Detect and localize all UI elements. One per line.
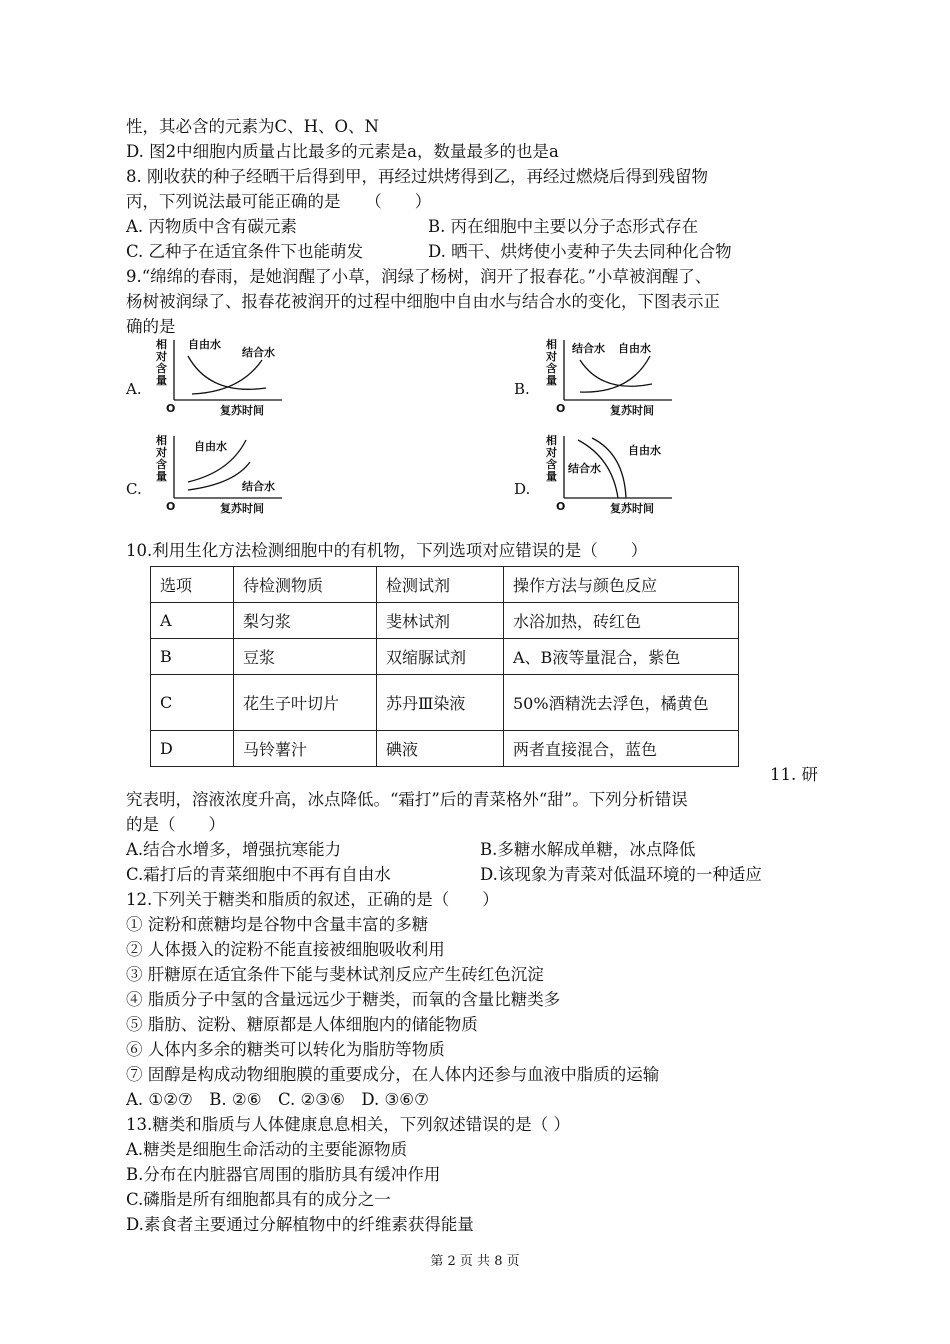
question-11-option-b: B.多糖水解成单糖，冰点降低	[480, 840, 696, 859]
y-axis-label-char: 对	[546, 350, 557, 363]
question-13-option-c: C.磷脂是所有细胞都具有的成分之一	[126, 1190, 391, 1209]
x-axis-label: 复苏时间	[220, 502, 264, 515]
table-cell: A、B液等量混合，紫色	[504, 639, 739, 675]
table-cell: B	[151, 639, 234, 675]
table-row	[151, 639, 739, 675]
table-cell: D	[151, 731, 234, 767]
question-9-stem: 9.“绵绵的春雨，是她润醒了小草，润绿了杨树，润开了报春花。”小草被润醒了、	[126, 267, 712, 286]
y-axis-label-char: 量	[546, 374, 557, 387]
question-11-option-a: A.结合水增多，增强抗寒能力	[126, 840, 342, 859]
x-axis-label: 复苏时间	[220, 404, 264, 417]
table-cell: 双缩脲试剂	[377, 639, 504, 675]
y-axis-label-char: 含	[156, 362, 167, 375]
origin-label: O	[556, 402, 566, 415]
question-9-stem: 杨树被润绿了、报春花被润开的过程中细胞中自由水与结合水的变化，下图表示正	[126, 292, 720, 311]
y-axis-label-char: 含	[156, 458, 167, 471]
y-axis-label-char: 相	[546, 434, 557, 447]
question-9-stem: 确的是	[126, 317, 176, 336]
table-cell: C	[151, 675, 234, 731]
statement-3: ③ 肝糖原在适宜条件下能与斐林试剂反应产生砖红色沉淀	[126, 965, 544, 984]
text-line: D. 图2中细胞内质量占比最多的元素是a，数量最多的也是a	[126, 142, 559, 161]
y-axis-label-char: 相	[546, 338, 557, 351]
question-8-option-b: B. 丙在细胞中主要以分子态形式存在	[428, 217, 699, 236]
table-header-row	[151, 567, 739, 603]
origin-label: O	[556, 500, 566, 513]
question-13-option-d: D.素食者主要通过分解植物中的纤维素获得能量	[126, 1215, 474, 1234]
table-cell: A	[151, 603, 234, 639]
table-header-cell: 操作方法与颜色反应	[504, 567, 739, 603]
statement-5: ⑤ 脂肪、淀粉、糖原都是人体细胞内的储能物质	[126, 1015, 478, 1034]
graph-option-d-label: D.	[514, 480, 531, 498]
graph-option-a-label: A.	[126, 380, 142, 398]
y-axis-label-char: 对	[156, 350, 167, 363]
curve-label-free-water: 自由水	[628, 444, 661, 457]
question-13-option-a: A.糖类是细胞生命活动的主要能源物质	[126, 1140, 408, 1159]
y-axis-label-char: 对	[156, 446, 167, 459]
table-row	[151, 603, 739, 639]
x-axis-label: 复苏时间	[610, 502, 654, 515]
table-row	[151, 731, 739, 767]
y-axis-label-char: 量	[156, 470, 167, 483]
statement-2: ② 人体摄入的淀粉不能直接被细胞吸收利用	[126, 940, 445, 959]
table-cell: 苏丹Ⅲ染液	[377, 675, 504, 731]
statement-1: ① 淀粉和蔗糖均是谷物中含量丰富的多糖	[126, 915, 429, 934]
table-header-cell: 检测试剂	[377, 567, 504, 603]
text-line: 性，其必含的元素为C、H、O、N	[126, 117, 379, 136]
table-header-cell: 待检测物质	[234, 567, 377, 603]
y-axis-label-char: 量	[546, 470, 557, 483]
bound-water-curve	[188, 462, 250, 490]
question-8-option-c: C. 乙种子在适宜条件下也能萌发	[126, 242, 364, 261]
question-12-options: A. ①②⑦ B. ②⑥ C. ②③⑥ D. ③⑥⑦	[126, 1090, 429, 1109]
statement-6: ⑥ 人体内多余的糖类可以转化为脂肪等物质	[126, 1040, 445, 1059]
table-cell: 梨匀浆	[234, 603, 377, 639]
free-water-curve	[580, 356, 650, 392]
table-cell: 花生子叶切片	[234, 675, 377, 731]
question-10-stem: 10.利用生化方法检测细胞中的有机物，下列选项对应错误的是（ ）	[126, 541, 648, 560]
curve-label-bound-water: 结合水	[572, 342, 605, 355]
question-13-option-b: B.分布在内脏器官周围的脂肪具有缓冲作用	[126, 1165, 441, 1184]
graph-c	[150, 432, 290, 516]
question-11-option-c: C.霜打后的青菜细胞中不再有自由水	[126, 865, 391, 884]
table-cell: 豆浆	[234, 639, 377, 675]
question-8-option-a: A. 丙物质中含有碳元素	[126, 217, 297, 236]
statement-4: ④ 脂质分子中氢的含量远远少于糖类，而氧的含量比糖类多	[126, 990, 561, 1009]
statement-7: ⑦ 固醇是构成动物细胞膜的重要成分，在人体内还参与血液中脂质的运输	[126, 1065, 660, 1084]
graph-option-b-label: B.	[514, 380, 530, 398]
question-10-table	[150, 566, 739, 767]
y-axis-label-char: 对	[546, 446, 557, 459]
question-12-stem: 12.下列关于糖类和脂质的叙述，正确的是（ ）	[126, 890, 499, 909]
question-8-option-d: D. 晒干、烘烤使小麦种子失去同种化合物	[428, 242, 732, 261]
table-cell: 马铃薯汁	[234, 731, 377, 767]
table-cell: 两者直接混合，蓝色	[504, 731, 739, 767]
table-cell: 斐林试剂	[377, 603, 504, 639]
curve-label-bound-water: 结合水	[568, 462, 601, 475]
question-8-stem: 丙，下列说法最可能正确的是 （ ）	[126, 192, 432, 211]
curve-label-free-water: 自由水	[618, 342, 651, 355]
question-11-stem: 究表明，溶液浓度升高，冰点降低。“霜打”后的青菜格外“甜”。下列分析错误	[126, 790, 688, 809]
graph-option-c-label: C.	[126, 480, 142, 498]
x-axis-label: 复苏时间	[610, 404, 654, 417]
page-footer: 第 2 页 共 8 页	[430, 1254, 520, 1269]
question-11-stem: 的是（ ）	[126, 815, 225, 834]
y-axis-label-char: 相	[156, 434, 167, 447]
y-axis-label-char: 量	[156, 374, 167, 387]
free-water-curve	[188, 356, 266, 389]
graph-a	[150, 336, 290, 420]
question-11-stem: 11. 研	[770, 765, 818, 784]
question-13-stem: 13.糖类和脂质与人体健康息息相关，下列叙述错误的是（ ）	[126, 1115, 570, 1134]
curve-label-free-water: 自由水	[188, 338, 221, 351]
origin-label: O	[166, 402, 176, 415]
question-11-option-d: D.该现象为青菜对低温环境的一种适应	[480, 865, 762, 884]
curve-label-free-water: 自由水	[194, 440, 227, 453]
graph-b	[540, 336, 680, 420]
table-header-cell: 选项	[151, 567, 234, 603]
table-row	[151, 675, 739, 731]
origin-label: O	[166, 500, 176, 513]
table-cell: 50%酒精洗去浮色，橘黄色	[504, 675, 739, 731]
table-cell: 碘液	[377, 731, 504, 767]
y-axis-label-char: 含	[546, 458, 557, 471]
bound-water-curve	[580, 360, 652, 386]
curve-label-bound-water: 结合水	[242, 480, 275, 493]
y-axis-label-char: 相	[156, 338, 167, 351]
curve-label-bound-water: 结合水	[242, 346, 275, 359]
graph-d	[540, 432, 680, 516]
table-cell: 水浴加热，砖红色	[504, 603, 739, 639]
question-8-stem: 8. 刚收获的种子经晒干后得到甲，再经过烘烤得到乙，再经过燃烧后得到残留物	[126, 167, 708, 186]
y-axis-label-char: 含	[546, 362, 557, 375]
